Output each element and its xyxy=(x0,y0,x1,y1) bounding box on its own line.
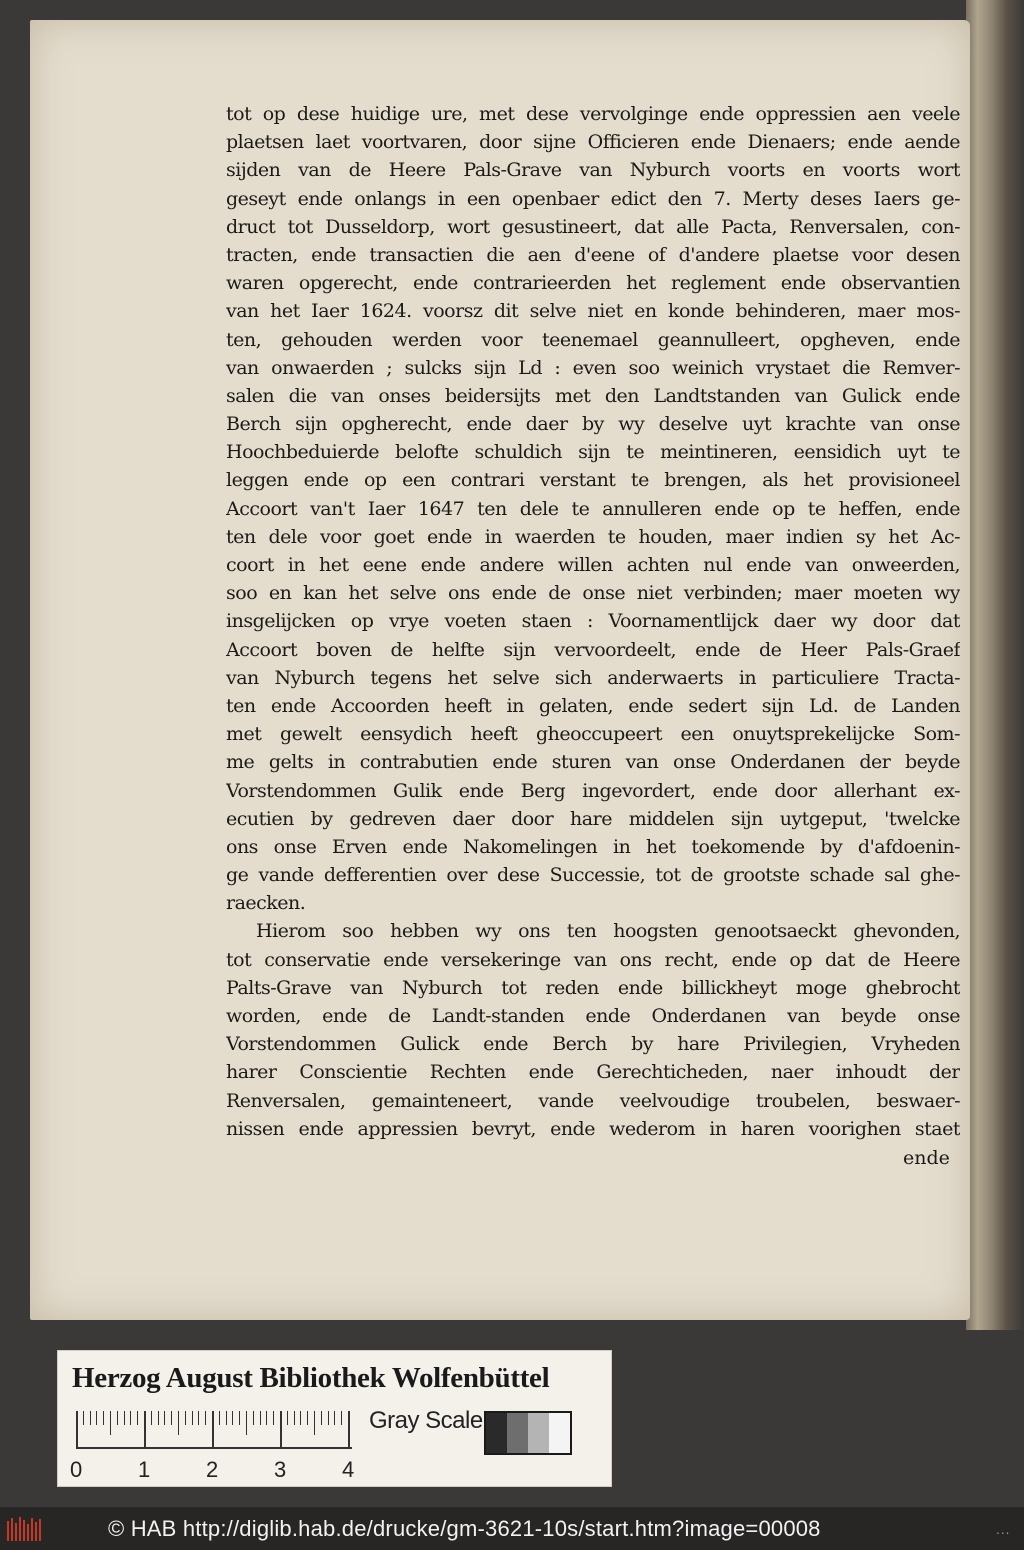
ruler-tick xyxy=(226,1411,227,1425)
gray-patch xyxy=(549,1413,570,1453)
text-line: sijden van de Heere Pals-Grave van Nyburch voorts en voorts wort xyxy=(226,159,960,182)
ruler-tick xyxy=(90,1411,91,1425)
ruler-tick xyxy=(144,1411,146,1447)
footer-bar xyxy=(0,1506,1024,1550)
ruler-tick xyxy=(117,1411,118,1425)
ruler xyxy=(76,1411,352,1451)
text-line: geseyt ende onlangs in een openbaer edict den 7. Merty deses Iaers ge- xyxy=(226,187,960,210)
page-edge xyxy=(966,0,1024,1330)
ruler-tick xyxy=(185,1411,186,1425)
ruler-number: 0 xyxy=(70,1457,83,1482)
ruler-tick xyxy=(96,1411,97,1425)
text-line: ten ende Accoorden heeft in gelaten, ende sedert sijn Ld. de Landen xyxy=(226,694,960,717)
text-line: Renversalen, gemainteneert, vande veelvoudige troubelen, beswaer- xyxy=(226,1089,960,1112)
ruler-number: 4 xyxy=(342,1457,355,1482)
ruler-tick xyxy=(314,1411,315,1435)
gray-patch xyxy=(507,1413,528,1453)
color-card xyxy=(57,1350,612,1487)
text-line: van het Iaer 1624. voorsz dit selve niet en konde behinderen, maer mos- xyxy=(226,300,960,323)
library-name: Herzog August Bibliothek Wolfenbüttel xyxy=(72,1362,550,1394)
text-line: Hoochbeduierde belofte schuldich sijn te meintineren, eensidich uyt te xyxy=(226,441,960,464)
text-line: tracten, ende transactien die aen d'eene of d'andere plaetse voor desen xyxy=(226,243,960,266)
ruler-tick xyxy=(151,1411,152,1425)
text-line: nissen ende appressien bevryt, ende wederom in haren voorighen staet xyxy=(226,1117,960,1140)
ruler-tick xyxy=(212,1411,214,1447)
ruler-tick xyxy=(76,1411,78,1447)
gray-patch xyxy=(528,1413,549,1453)
copyright-url[interactable]: © HAB http://diglib.hab.de/drucke/gm-3621-10s/start.htm?image=00008 xyxy=(108,1516,821,1541)
ruler-tick xyxy=(137,1411,138,1425)
text-line: coort in het eene ende andere willen achten nul ende van onweerden, xyxy=(226,554,960,576)
text-line: Accoort boven de helfte sijn vervoordeelt, ende de Heer Pals-Graef xyxy=(226,638,960,661)
ruler-tick xyxy=(83,1411,84,1425)
text-line: Hierom soo hebben wy ons ten hoogsten genootsaeckt ghevonden, xyxy=(256,920,960,943)
ruler-tick xyxy=(328,1411,329,1425)
text-line: salen die van onses beidersijts met den Landtstanden van Gulick ende xyxy=(226,384,960,407)
hab-logo-icon xyxy=(6,1515,44,1543)
text-line: van Nyburch tegens het selve sich anderwaerts in particuliere Tracta- xyxy=(226,666,960,689)
text-line: harer Conscientie Rechten ende Gerechticheden, naer inhoudt der xyxy=(226,1061,960,1084)
ruler-tick xyxy=(232,1411,233,1425)
ruler-tick xyxy=(103,1411,104,1425)
text-line: Accoort van't Iaer 1647 ten dele te annulleren ende op te heffen, ende xyxy=(226,497,960,520)
ruler-tick xyxy=(273,1411,274,1425)
ruler-tick xyxy=(266,1411,267,1425)
text-line: met gewelt eensydich heeft gheoccupeert een onuytsprekelijcke Som- xyxy=(226,723,960,746)
text-line: druct tot Dusseldorp, wort gesustineert, dat alle Pacta, Renversalen, con- xyxy=(226,215,960,238)
text-line: raecken. xyxy=(226,892,306,915)
ruler-tick xyxy=(239,1411,240,1425)
ruler-tick xyxy=(280,1411,282,1447)
ruler-tick xyxy=(205,1411,206,1425)
text-line: ten dele voor goet ende in waerden te houden, maer indien sy het Ac- xyxy=(226,525,960,548)
ruler-tick xyxy=(348,1411,350,1447)
page-text xyxy=(226,100,960,1143)
ruler-tick xyxy=(110,1411,111,1435)
ruler-baseline xyxy=(76,1447,352,1449)
text-line: waren opgerecht, ende contrarieerden het reglement ende observantien xyxy=(226,272,960,295)
ruler-tick xyxy=(260,1411,261,1425)
ruler-tick xyxy=(219,1411,220,1425)
text-line: ons onse Erven ende Nakomelingen in het toekomende by d'afdoenin- xyxy=(226,835,960,858)
ruler-tick xyxy=(307,1411,308,1425)
text-line: ten, gehouden werden voor teenemael geannulleert, opgheven, ende xyxy=(226,328,960,351)
text-line: Berch sijn opgherecht, ende daer by wy deselve uyt krachte van onse xyxy=(226,413,960,436)
catchword: ende xyxy=(903,1147,950,1169)
ruler-tick xyxy=(178,1411,179,1435)
ruler-tick xyxy=(192,1411,193,1425)
text-line: leggen ende op een contrari verstant te brengen, als het provisioneel xyxy=(226,469,960,492)
text-line: insgelijcken op vrye voeten staen : Voornamentlijck daer wy door dat xyxy=(226,610,960,633)
ruler-number: 2 xyxy=(206,1457,219,1482)
ruler-number: 3 xyxy=(274,1457,287,1482)
text-line: Palts-Grave van Nyburch tot reden ende billickheyt moge ghebrocht xyxy=(226,976,960,999)
ruler-tick xyxy=(171,1411,172,1425)
ruler-tick xyxy=(164,1411,165,1425)
ruler-tick xyxy=(300,1411,301,1425)
text-line: worden, ende de Landt-standen ende Onderdanen van beyde onse xyxy=(226,1005,960,1027)
text-line: van onwaerden ; sulcks sijn Ld : even soo weinich vrystaet die Remver- xyxy=(226,356,960,379)
gray-scale-patches xyxy=(484,1411,572,1455)
text-line: ecutien by gedreven daer door hare middelen sijn uytgeput, 'twelcke xyxy=(226,807,960,830)
ruler-tick xyxy=(294,1411,295,1425)
text-line: plaetsen laet voortvaren, door sijne Officieren ende Dienaers; ende aende xyxy=(226,131,960,154)
ruler-tick xyxy=(321,1411,322,1425)
gray-patch xyxy=(486,1413,507,1453)
ruler-tick xyxy=(246,1411,247,1435)
ruler-tick xyxy=(124,1411,125,1425)
text-line: Vorstendommen Gulik ende Berg ingevordert, ende door allerhant ex- xyxy=(226,779,960,802)
ruler-tick xyxy=(158,1411,159,1425)
ruler-tick xyxy=(198,1411,199,1425)
ruler-number: 1 xyxy=(138,1457,151,1482)
ruler-tick xyxy=(130,1411,131,1425)
text-line: Vorstendommen Gulick ende Berch by hare Privilegien, Vryheden xyxy=(226,1033,960,1056)
ruler-tick xyxy=(341,1411,342,1425)
ruler-tick xyxy=(334,1411,335,1425)
text-line: tot conservatie ende versekeringe van ons recht, ende op dat de Heere xyxy=(226,948,960,971)
text-line: me gelts in contrabutien ende sturen van onse Onderdanen der beyde xyxy=(226,751,960,774)
text-line: soo en kan het selve ons ende de onse niet verbinden; maer moeten wy xyxy=(226,582,960,605)
ruler-tick xyxy=(253,1411,254,1425)
text-line: ge vande defferentien over dese Successie, tot de grootste schade sal ghe- xyxy=(226,864,960,887)
text-line: tot op dese huidige ure, met dese vervolginge ende oppressien aen veele xyxy=(226,103,960,125)
ruler-tick xyxy=(287,1411,288,1425)
more-dots-icon[interactable]: ... xyxy=(996,1523,1011,1537)
gray-scale-label: Gray Scale xyxy=(369,1407,483,1434)
